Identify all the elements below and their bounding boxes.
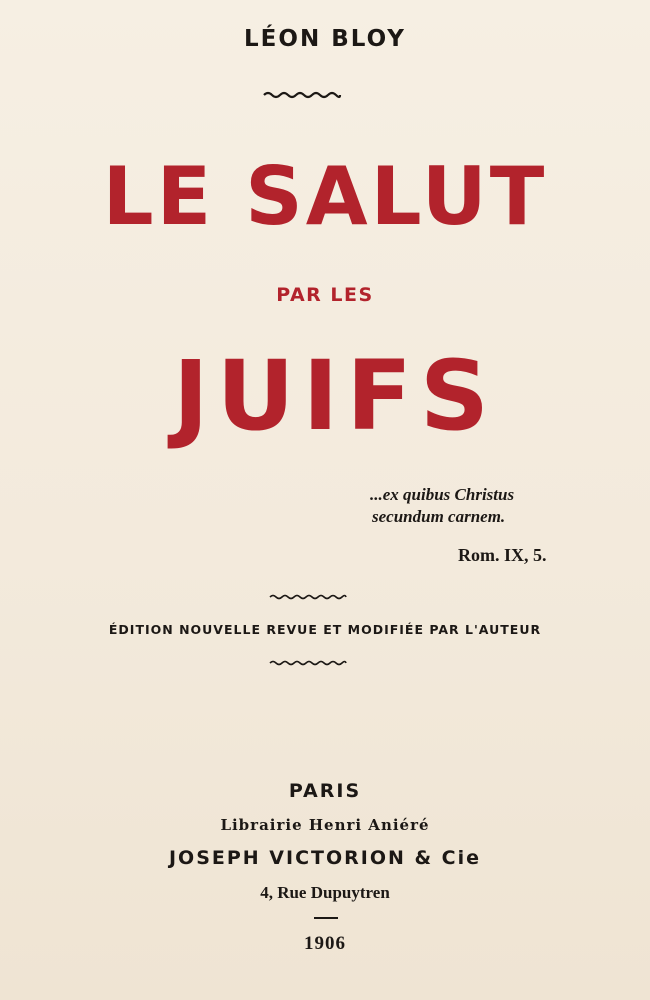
title-line-2: PAR LES [276, 284, 374, 306]
author-name: LÉON BLOY [244, 26, 406, 52]
imprint-library: Librairie Henri Aniéré [220, 816, 430, 834]
imprint-address: 4, Rue Dupuytren [260, 883, 390, 902]
ornament-wave-middle-top [268, 592, 348, 602]
edition-note: ÉDITION NOUVELLE REVUE ET MODIFIÉE PAR L'AUTEUR [108, 622, 542, 637]
title-line-1: LE SALUT [102, 150, 548, 243]
epigraph-line-1: ...ex quibus Christus [370, 485, 515, 504]
divider-dash [314, 917, 338, 919]
imprint-publisher: JOSEPH VICTORION & Cie [168, 847, 482, 869]
imprint-year: 1906 [304, 933, 346, 954]
epigraph-reference: Rom. IX, 5. [458, 545, 547, 565]
imprint-city: PARIS [288, 780, 362, 802]
ornament-wave-middle-bottom [268, 658, 348, 668]
ornament-wave-top [262, 90, 342, 100]
epigraph [370, 484, 514, 528]
epigraph-line-2: secundum carnem. [372, 507, 506, 526]
title-line-3: JUIFS [172, 340, 498, 452]
